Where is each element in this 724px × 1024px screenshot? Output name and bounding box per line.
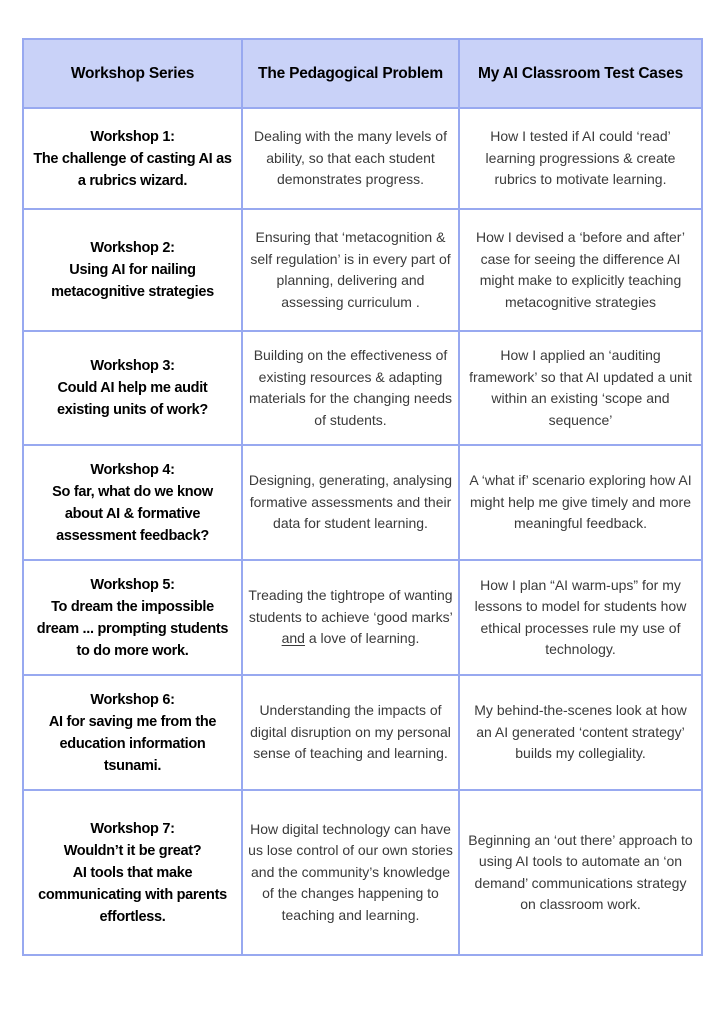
workshop-title: Workshop 7: xyxy=(90,820,175,837)
cases-text: My behind-the-scenes look at how an AI generated ‘content strategy’ builds my collegiality. xyxy=(474,702,687,762)
problem-text: Understanding the impacts of digital disruption on my personal sense of teaching and learning. xyxy=(250,702,451,762)
workshop-cell xyxy=(23,209,242,331)
workshop-text-line2: AI tools that make communicating with parents effortless. xyxy=(38,864,227,925)
table-row xyxy=(23,209,702,331)
cases-cell xyxy=(459,560,702,675)
cases-text: A ‘what if’ scenario exploring how AI might help me give timely and more meaningful feedback. xyxy=(469,472,692,532)
problem-cell xyxy=(242,560,459,675)
problem-text: Designing, generating, analysing formative assessments and their data for student learning. xyxy=(248,472,453,532)
workshop-text: Wouldn’t it be great? xyxy=(63,842,202,859)
table-row xyxy=(23,108,702,209)
workshop-cell xyxy=(23,331,242,445)
table-row xyxy=(23,560,702,675)
workshop-title: Workshop 5: xyxy=(90,576,175,593)
workshop-title: Workshop 1: xyxy=(90,128,175,145)
workshop-cell xyxy=(23,560,242,675)
cases-cell xyxy=(459,790,702,955)
problem-underlined-word: and xyxy=(281,630,305,647)
problem-text: Ensuring that ‘metacognition & self regulation’ is in every part of planning, delivering and assessing curriculum . xyxy=(250,229,451,310)
workshop-text: Could AI help me audit existing units of work? xyxy=(56,380,208,418)
header-row xyxy=(23,39,702,108)
workshop-text: To dream the impossible dream ... prompting students to do more work. xyxy=(36,598,229,659)
workshop-text: So far, what do we know about AI & formative assessment feedback? xyxy=(52,483,213,544)
cases-cell xyxy=(459,675,702,790)
column-header-pedagogical-problem: The Pedagogical Problem xyxy=(242,39,459,108)
problem-text: Treading the tightrope of wanting students to achieve ‘good marks’ xyxy=(248,587,453,625)
table-row xyxy=(23,331,702,445)
workshop-title: Workshop 3: xyxy=(90,358,175,374)
table-row xyxy=(23,790,702,955)
workshop-text: The challenge of casting AI as a rubrics wizard. xyxy=(33,150,232,189)
workshop-cell xyxy=(23,675,242,790)
problem-cell xyxy=(242,108,459,209)
problem-text: How digital technology can have us lose control of our own stories and the community’s knowledge of the changes happening to teaching and learning. xyxy=(248,820,453,923)
problem-text: a love of learning. xyxy=(304,630,420,647)
problem-text: Building on the effectiveness of existing resources & adapting materials for the changing needs of students. xyxy=(248,347,453,428)
column-header-test-cases: My AI Classroom Test Cases xyxy=(459,39,702,108)
problem-cell xyxy=(242,675,459,790)
cases-cell xyxy=(459,331,702,445)
column-header-workshop-series: Workshop Series xyxy=(23,39,242,108)
cases-cell xyxy=(459,108,702,209)
cases-text: How I plan “AI warm-ups” for my lessons to model for students how ethical processes rule my use of technology. xyxy=(474,576,687,657)
cases-text: Beginning an ‘out there’ approach to using AI tools to automate an ‘on demand’ communications strategy on classroom work. xyxy=(468,831,693,912)
workshop-text: AI for saving me from the education information tsunami. xyxy=(48,713,217,774)
problem-cell xyxy=(242,445,459,560)
cases-text: How I devised a ‘before and after’ case for seeing the difference AI might make to explicitly teaching metacognitive strategies xyxy=(475,229,686,310)
problem-cell xyxy=(242,209,459,331)
workshop-title: Workshop 2: xyxy=(90,240,175,256)
cases-cell xyxy=(459,209,702,331)
problem-cell xyxy=(242,790,459,955)
workshop-title: Workshop 6: xyxy=(90,691,175,708)
workshop-text: Using AI for nailing metacognitive strategies xyxy=(51,262,214,300)
cases-cell xyxy=(459,445,702,560)
workshop-cell xyxy=(23,790,242,955)
table-row xyxy=(23,445,702,560)
workshop-cell xyxy=(23,445,242,560)
workshop-title: Workshop 4: xyxy=(90,461,175,478)
table-row xyxy=(23,675,702,790)
problem-text: Dealing with the many levels of ability, so that each student demonstrates progress. xyxy=(254,128,447,188)
workshop-cell xyxy=(23,108,242,209)
cases-text: How I tested if AI could ‘read’ learning progressions & create rubrics to motivate learning. xyxy=(485,128,676,188)
workshop-table xyxy=(22,38,703,956)
problem-cell xyxy=(242,331,459,445)
cases-text: How I applied an ‘auditing framework’ so that AI updated a unit within an existing ‘scope and sequence’ xyxy=(469,347,692,428)
